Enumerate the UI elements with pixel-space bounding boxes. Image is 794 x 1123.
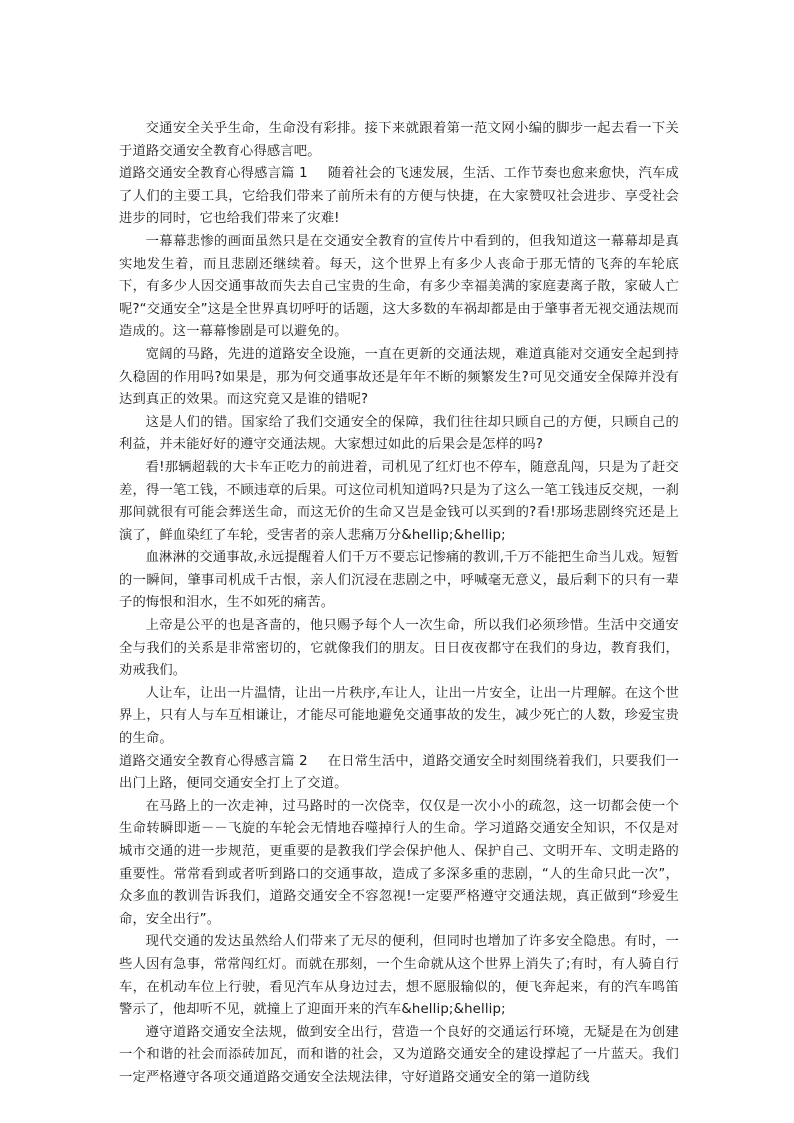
article-2-lead-paragraph <box>119 751 679 796</box>
article-2-paragraph: 在马路上的一次走神，过马路时的一次侥幸，仅仅是一次小小的疏忽，这一切都会使一个生命转瞬即逝－－飞旋的车轮会无情地吞噬掉行人的生命。学习道路交通安全知识，不仅是对城市交通的进一步规范，更重要的是教我们学会保护他人、保护自己、文明开车、文明走路的重要性。常常看到或者听到路口的交通事故，造成了多深多重的悲剧，“人的生命只此一次”，众多血的教训告诉我们，道路交通安全不容忽视!一定要严格遵守交通法规，真正做到“珍爱生命，安全出行”。 <box>119 798 679 927</box>
article-1-paragraph: 宽阔的马路，先进的道路安全设施，一直在更新的交通法规，难道真能对交通安全起到持久稳固的作用吗?如果是，那为何交通事故还是年年不断的频繁发生?可见交通安全保障并没有达到真正的效果。而这究竟又是谁的错呢? <box>119 346 679 408</box>
article-2-paragraph: 遵守道路交通安全法规，做到安全出行，营造一个良好的交通运行环境，无疑是在为创建一个和谐的社会而添砖加瓦，而和谐的社会，又为道路交通安全的建设撑起了一片蓝天。我们一定严格遵守各项交通道路交通安全法规法律，守好道路交通安全的第一道防线 <box>119 1024 679 1085</box>
article-1-lead-paragraph <box>119 163 679 231</box>
article-2-lead-text: 在日常生活中，道路交通安全时刻围绕着我们，只要我们一出门上路，便同交通安全打上了交道。 <box>119 753 679 792</box>
article-1-paragraph: 这是人们的错。国家给了我们交通安全的保障，我们往往却只顾自己的方便，只顾自己的利益，并未能好好的遵守交通法规。大家想过如此的后果会是怎样的吗? <box>119 414 679 453</box>
article-2-paragraph: 现代交通的发达虽然给人们带来了无尽的便利，但同时也增加了许多安全隐患。有时，一些人因有急事，常常闯红灯。而就在那刻，一个生命就从这个世界上消失了;有时，有人骑自行车，在机动车位上行驶，看见汽车从身边过去，想不愿服输似的，便飞奔起来，有的汽车鸣笛警示了，他却听不见，就撞上了迎面开来的汽车&hellip;&hellip; <box>119 934 679 1018</box>
article-1-title: 道路交通安全教育心得感言篇 1 <box>119 166 308 182</box>
article-1-paragraph: 看!那辆超载的大卡车正吃力的前进着，司机见了红灯也不停车，随意乱闯，只是为了赶交差，得一笔工钱，不顾违章的后果。可这位司机知道吗?只是为了这么一笔工钱违反交规，一刹那间就很有可能会葬送生命，而这无价的生命又岂是金钱可以买到的?看!那场悲剧终究还是上演了，鲜血染红了车轮，受害者的亲人悲痛万分&hellip;&hellip; <box>119 459 679 543</box>
article-1-paragraph: 一幕幕悲惨的画面虽然只是在交通安全教育的宣传片中看到的，但我知道这一幕幕却是真实地发生着，而且悲剧还继续着。每天，这个世界上有多少人丧命于那无情的飞奔的车轮底下，有多少人因交通事故而失去自己宝贵的生命，有多少幸福美满的家庭妻离子散，家破人亡呢?“交通安全”这是全世界真切呼吁的话题，这大多数的车祸却都是由于肇事者无视交通法规而造成的。这一幕幕惨剧是可以避免的。 <box>119 233 679 340</box>
article-1-paragraph: 血淋淋的交通事故,永远提醒着人们千万不要忘记惨痛的教训,千万不能把生命当儿戏。短暂的一瞬间，肇事司机成千古恨，亲人们沉浸在悲剧之中，呼喊毫无意义，最后剩下的只有一辈子的悔恨和泪水，生不如死的痛苦。 <box>119 550 679 611</box>
document-page <box>119 118 679 1090</box>
article-2-title: 道路交通安全教育心得感言篇 2 <box>119 753 308 769</box>
article-1-lead-text: 随着社会的飞速发展，生活、工作节奏也愈来愈快，汽车成了人们的主要工具，它给我们带来了前所未有的方便与快捷，在大家赞叹社会进步、享受社会进步的同时，它也给我们带来了灾难! <box>119 166 679 227</box>
article-1-paragraph: 人让车，让出一片温情，让出一片秩序,车让人，让出一片安全，让出一片理解。在这个世界上，只有人与车互相谦让，才能尽可能地避免交通事故的发生，减少死亡的人数，珍爱宝贵的生命。 <box>119 685 679 747</box>
article-1-paragraph: 上帝是公平的也是吝啬的，他只赐予每个人一次生命，所以我们必须珍惜。生活中交通安全与我们的关系是非常密切的，它就像我们的朋友。日日夜夜都守在我们的身边，教育我们，劝戒我们。 <box>119 618 679 679</box>
intro-paragraph: 交通安全关乎生命，生命没有彩排。接下来就跟着第一范文网小编的脚步一起去看一下关于道路交通安全教育心得感言吧。 <box>119 121 679 159</box>
